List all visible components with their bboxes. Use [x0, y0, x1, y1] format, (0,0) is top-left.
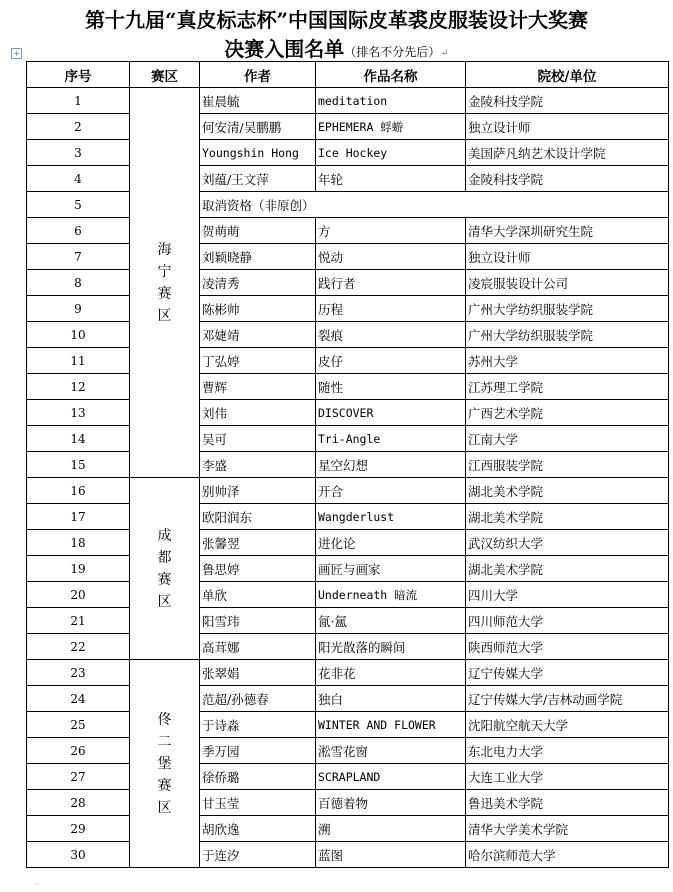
- table-move-handle-icon[interactable]: +: [11, 48, 22, 59]
- table-row: [27, 842, 669, 868]
- work-title-cell: 淞雪花窗: [316, 738, 466, 764]
- work-title-cell: meditation: [316, 88, 466, 114]
- table-row: [27, 244, 669, 270]
- row-number: 26: [27, 738, 130, 764]
- author-cell: 张翠娟: [200, 660, 316, 686]
- table-row: [27, 738, 669, 764]
- author-cell: 刘颖晓静: [200, 244, 316, 270]
- author-cell: 吴可: [200, 426, 316, 452]
- header-no: 序号: [27, 62, 130, 88]
- row-number: 5: [27, 192, 130, 218]
- author-cell: 曹辉: [200, 374, 316, 400]
- author-cell: 崔晨毓: [200, 88, 316, 114]
- header-author: 作者: [200, 62, 316, 88]
- table-row: [27, 530, 669, 556]
- author-cell: 陈彬帅: [200, 296, 316, 322]
- table-row: [27, 88, 669, 114]
- school-cell: 湖北美术学院: [466, 504, 669, 530]
- row-number: 8: [27, 270, 130, 296]
- disqualified-note: 取消资格（非原创）: [200, 192, 669, 218]
- work-title-cell: SCRAPLAND: [316, 764, 466, 790]
- work-title-cell: 蓝图: [316, 842, 466, 868]
- work-title-cell: Underneath 暗流: [316, 582, 466, 608]
- row-number: 12: [27, 374, 130, 400]
- school-cell: 凌宸服装设计公司: [466, 270, 669, 296]
- school-cell: 辽宁传媒大学: [466, 660, 669, 686]
- work-title-cell: DISCOVER: [316, 400, 466, 426]
- school-cell: 湖北美术学院: [466, 478, 669, 504]
- school-cell: 辽宁传媒大学/吉林动画学院: [466, 686, 669, 712]
- table-row: [27, 556, 669, 582]
- school-cell: 独立设计师: [466, 114, 669, 140]
- table-header-row: [27, 62, 669, 88]
- table-row: [27, 296, 669, 322]
- row-number: 25: [27, 712, 130, 738]
- table-row: [27, 686, 669, 712]
- table-row: [27, 140, 669, 166]
- row-number: 13: [27, 400, 130, 426]
- school-cell: 广州大学纺织服装学院: [466, 296, 669, 322]
- school-cell: 独立设计师: [466, 244, 669, 270]
- region-cell-chengdu: [130, 478, 200, 660]
- table-row: [27, 816, 669, 842]
- school-cell: 美国萨凡纳艺术设计学院: [466, 140, 669, 166]
- author-cell: 李盛: [200, 452, 316, 478]
- work-title-cell: 氤·氲: [316, 608, 466, 634]
- table-row: [27, 712, 669, 738]
- school-cell: 武汉纺织大学: [466, 530, 669, 556]
- school-cell: 金陵科技学院: [466, 166, 669, 192]
- work-title-cell: 皮仔: [316, 348, 466, 374]
- table-row: [27, 374, 669, 400]
- author-cell: 于诗淼: [200, 712, 316, 738]
- row-number: 20: [27, 582, 130, 608]
- row-number: 6: [27, 218, 130, 244]
- author-cell: 刘伟: [200, 400, 316, 426]
- school-cell: 陕西师范大学: [466, 634, 669, 660]
- work-title-cell: 进化论: [316, 530, 466, 556]
- school-cell: 四川师范大学: [466, 608, 669, 634]
- row-number: 7: [27, 244, 130, 270]
- school-cell: 哈尔滨师范大学: [466, 842, 669, 868]
- school-cell: 清华大学深圳研究生院: [466, 218, 669, 244]
- table-row: [27, 582, 669, 608]
- work-title-cell: WINTER AND FLOWER: [316, 712, 466, 738]
- table-row: [27, 608, 669, 634]
- work-title-cell: EPHEMERA 蜉蝣: [316, 114, 466, 140]
- table-row: [27, 426, 669, 452]
- region-cell-haining: [130, 88, 200, 478]
- row-number: 18: [27, 530, 130, 556]
- work-title-cell: 阳光散落的瞬间: [316, 634, 466, 660]
- work-title-cell: 年轮: [316, 166, 466, 192]
- row-number: 22: [27, 634, 130, 660]
- author-cell: Youngshin Hong: [200, 140, 316, 166]
- author-cell: 胡欣逸: [200, 816, 316, 842]
- school-cell: 广州大学纺织服装学院: [466, 322, 669, 348]
- table-row: [27, 322, 669, 348]
- table-row: [27, 114, 669, 140]
- table-row: [27, 192, 669, 218]
- work-title-cell: Ice Hockey: [316, 140, 466, 166]
- document-subtitle: 决赛入围名单（排名不分先后）↵: [224, 37, 449, 61]
- region-label: 海宁赛区: [157, 241, 172, 324]
- row-number: 27: [27, 764, 130, 790]
- page-end-mark: ··: [34, 880, 40, 889]
- row-number: 2: [27, 114, 130, 140]
- row-number: 11: [27, 348, 130, 374]
- work-title-cell: 开合: [316, 478, 466, 504]
- author-cell: 凌清秀: [200, 270, 316, 296]
- work-title-cell: Tri-Angle: [316, 426, 466, 452]
- header-region: 赛区: [130, 62, 200, 88]
- header-school: 院校/单位: [466, 62, 669, 88]
- school-cell: 金陵科技学院: [466, 88, 669, 114]
- school-cell: 沈阳航空航天大学: [466, 712, 669, 738]
- school-cell: 鲁迅美术学院: [466, 790, 669, 816]
- table-row: [27, 452, 669, 478]
- author-cell: 丁弘婷: [200, 348, 316, 374]
- finalist-table: [26, 61, 669, 868]
- work-title-cell: 悦动: [316, 244, 466, 270]
- author-cell: 刘蕴/王文萍: [200, 166, 316, 192]
- region-label: 佟二堡赛区: [157, 711, 172, 816]
- table-row: [27, 504, 669, 530]
- row-number: 28: [27, 790, 130, 816]
- author-cell: 阳雪玮: [200, 608, 316, 634]
- author-cell: 范超/孙德春: [200, 686, 316, 712]
- table-row: [27, 348, 669, 374]
- author-cell: 欧阳润东: [200, 504, 316, 530]
- table-row: [27, 660, 669, 686]
- work-title-cell: 独白: [316, 686, 466, 712]
- school-cell: 江西服装学院: [466, 452, 669, 478]
- table-row: [27, 634, 669, 660]
- school-cell: 江南大学: [466, 426, 669, 452]
- author-cell: 贺萌萌: [200, 218, 316, 244]
- row-number: 4: [27, 166, 130, 192]
- ranking-note: （排名不分先后）: [344, 45, 441, 59]
- row-number: 9: [27, 296, 130, 322]
- author-cell: 甘玉莹: [200, 790, 316, 816]
- row-number: 23: [27, 660, 130, 686]
- document-title: 第十九届“真皮标志杯”中国国际皮革裘皮服装设计大奖赛: [84, 8, 588, 32]
- author-cell: 季万园: [200, 738, 316, 764]
- work-title-cell: 践行者: [316, 270, 466, 296]
- work-title-cell: 历程: [316, 296, 466, 322]
- author-cell: 单欣: [200, 582, 316, 608]
- region-label: 成都赛区: [157, 527, 172, 610]
- work-title-cell: 百德着物: [316, 790, 466, 816]
- work-title-cell: 花非花: [316, 660, 466, 686]
- table-row: [27, 166, 669, 192]
- author-cell: 高茸娜: [200, 634, 316, 660]
- row-number: 1: [27, 88, 130, 114]
- table-row: [27, 478, 669, 504]
- school-cell: 湖北美术学院: [466, 556, 669, 582]
- school-cell: 清华大学美术学院: [466, 816, 669, 842]
- row-number: 3: [27, 140, 130, 166]
- school-cell: 广西艺术学院: [466, 400, 669, 426]
- row-number: 19: [27, 556, 130, 582]
- author-cell: 别帅泽: [200, 478, 316, 504]
- author-cell: 何安清/吴鹏鹏: [200, 114, 316, 140]
- work-title-cell: 星空幻想: [316, 452, 466, 478]
- author-cell: 鲁思婷: [200, 556, 316, 582]
- region-cell-tongerbao: [130, 660, 200, 868]
- work-title-cell: 画匠与画家: [316, 556, 466, 582]
- row-number: 29: [27, 816, 130, 842]
- work-title-cell: 随性: [316, 374, 466, 400]
- work-title-cell: 裂痕: [316, 322, 466, 348]
- school-cell: 苏州大学: [466, 348, 669, 374]
- row-number: 30: [27, 842, 130, 868]
- table-row: [27, 764, 669, 790]
- school-cell: 大连工业大学: [466, 764, 669, 790]
- row-number: 24: [27, 686, 130, 712]
- school-cell: 江苏理工学院: [466, 374, 669, 400]
- table-row: [27, 790, 669, 816]
- table-row: [27, 400, 669, 426]
- school-cell: 东北电力大学: [466, 738, 669, 764]
- table-row: [27, 218, 669, 244]
- author-cell: 于连汐: [200, 842, 316, 868]
- row-number: 16: [27, 478, 130, 504]
- work-title-cell: 溯: [316, 816, 466, 842]
- author-cell: 徐侨璐: [200, 764, 316, 790]
- author-cell: 张馨翌: [200, 530, 316, 556]
- row-number: 14: [27, 426, 130, 452]
- row-number: 15: [27, 452, 130, 478]
- work-title-cell: 方: [316, 218, 466, 244]
- row-number: 17: [27, 504, 130, 530]
- row-number: 21: [27, 608, 130, 634]
- author-cell: 邓婕靖: [200, 322, 316, 348]
- header-work: 作品名称: [316, 62, 466, 88]
- work-title-cell: Wangderlust: [316, 504, 466, 530]
- school-cell: 四川大学: [466, 582, 669, 608]
- paragraph-mark: ↵: [440, 48, 449, 59]
- table-row: [27, 270, 669, 296]
- row-number: 10: [27, 322, 130, 348]
